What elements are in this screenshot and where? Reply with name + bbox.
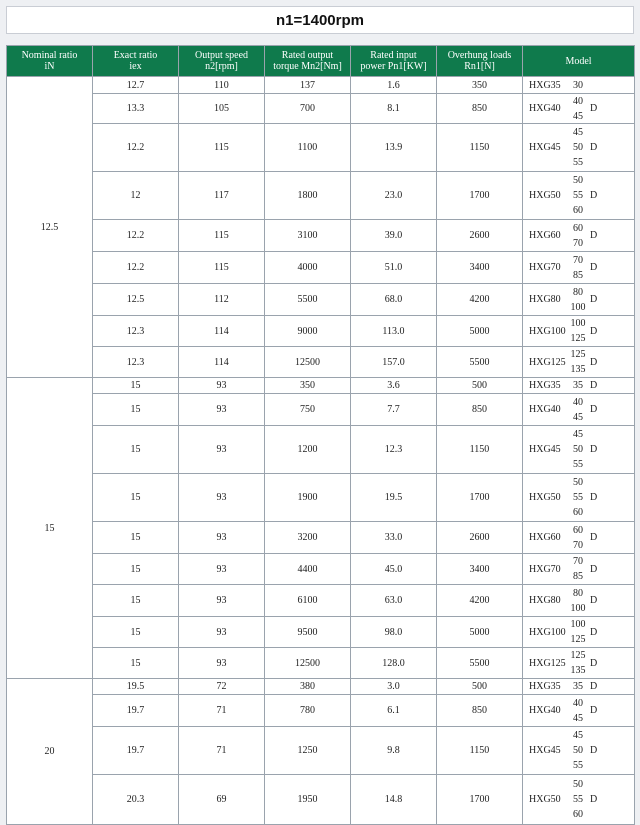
power-cell: 19.5 [351,474,437,522]
model-name: HXG50 [529,794,561,805]
speed-cell: 117 [179,172,265,220]
model-size: 100 [570,301,586,313]
torque-cell: 780 [265,695,351,727]
overhung-cell: 350 [437,77,523,94]
model-name: HXG70 [529,262,561,273]
model-size: 85 [573,571,583,582]
torque-cell: 380 [265,679,351,695]
model-cell [523,554,635,585]
exact-cell: 15 [93,617,179,648]
model-size: 40 [573,396,583,408]
model-size: 70 [573,539,583,551]
power-cell: 68.0 [351,284,437,316]
power-cell: 23.0 [351,172,437,220]
model-size: 60 [573,205,583,216]
model-suffix: D [590,626,598,638]
model-sizes [566,679,590,694]
torque-cell: 1200 [265,426,351,474]
model-suffix: D [590,380,598,391]
torque-cell: 4000 [265,252,351,284]
model-sizes [566,475,590,520]
header-model: Model [523,46,635,77]
table-row [7,474,635,522]
power-cell: 7.7 [351,394,437,426]
power-cell: 3.6 [351,378,437,394]
power-cell: 63.0 [351,585,437,617]
model-size: 50 [573,779,583,790]
model-name: HXG50 [529,492,561,503]
overhung-cell: 1700 [437,775,523,825]
model-sizes [566,395,590,425]
model-size: 135 [570,665,586,676]
model-name: HXG35 [529,681,561,692]
model-sizes [566,316,590,346]
model-size: 60 [573,507,583,518]
model-size: 60 [573,524,583,536]
model-size: 125 [570,650,586,661]
model-size: 80 [573,587,583,599]
nominal-ratio-cell: 20 [7,679,93,825]
power-cell: 12.3 [351,426,437,474]
model-name: HXG100 [529,626,566,638]
model-name: HXG60 [529,230,561,241]
model-suffix: D [590,294,598,305]
model-name: HXG45 [529,142,561,153]
overhung-cell: 1150 [437,426,523,474]
table-row [7,284,635,316]
model-cell [523,220,635,252]
power-cell: 113.0 [351,316,437,347]
model-size: 45 [573,712,583,724]
power-cell: 51.0 [351,252,437,284]
table-row [7,775,635,825]
model-size: 60 [573,222,583,234]
model-size: 55 [573,760,583,771]
model-suffix: D [590,230,598,241]
power-cell: 98.0 [351,617,437,648]
model-size: 30 [573,79,583,91]
speed-cell: 114 [179,316,265,347]
model-size: 80 [573,286,583,298]
exact-cell: 12.2 [93,220,179,252]
speed-cell: 93 [179,474,265,522]
table-row [7,378,635,394]
model-sizes [566,617,590,647]
power-cell: 33.0 [351,522,437,554]
model-sizes [566,523,590,553]
speed-cell: 93 [179,378,265,394]
overhung-cell: 4200 [437,284,523,316]
table-row [7,394,635,426]
overhung-cell: 2600 [437,220,523,252]
table-row [7,220,635,252]
overhung-cell: 3400 [437,252,523,284]
model-size: 45 [573,411,583,423]
model-suffix: D [590,563,598,575]
model-suffix: D [590,492,598,503]
overhung-cell: 4200 [437,585,523,617]
model-cell [523,775,635,825]
model-size: 100 [570,619,586,630]
power-cell: 128.0 [351,648,437,679]
table-row [7,316,635,347]
overhung-cell: 850 [437,394,523,426]
speed-cell: 93 [179,394,265,426]
table-row [7,554,635,585]
page-title: n1=1400rpm [6,6,634,34]
model-size: 55 [573,794,583,805]
model-name: HXG125 [529,356,566,368]
torque-cell: 1250 [265,727,351,775]
overhung-cell: 5500 [437,648,523,679]
nominal-ratio-cell: 15 [7,378,93,679]
torque-cell: 12500 [265,347,351,378]
table-row [7,522,635,554]
power-cell: 3.0 [351,679,437,695]
speed-cell: 93 [179,648,265,679]
exact-cell: 19.7 [93,695,179,727]
model-size: 125 [570,634,586,645]
exact-cell: 20.3 [93,775,179,825]
model-size: 55 [573,190,583,201]
exact-cell: 15 [93,648,179,679]
model-size: 45 [573,127,583,138]
speed-cell: 114 [179,347,265,378]
overhung-cell: 850 [437,94,523,124]
model-cell [523,124,635,172]
model-name: HXG80 [529,294,561,305]
model-size: 50 [573,477,583,488]
power-cell: 39.0 [351,220,437,252]
model-cell [523,172,635,220]
model-suffix: D [590,794,598,805]
speed-cell: 93 [179,522,265,554]
table-row [7,94,635,124]
overhung-cell: 2600 [437,522,523,554]
model-name: HXG70 [529,563,561,575]
gearbox-spec-table [6,45,635,825]
speed-cell: 93 [179,617,265,648]
torque-cell: 1800 [265,172,351,220]
model-suffix: D [590,705,598,716]
model-size: 125 [570,349,586,360]
header-overhung-loads: Overhung loads Rn1[N] [437,46,523,77]
speed-cell: 115 [179,124,265,172]
table-row [7,585,635,617]
exact-cell: 12.3 [93,316,179,347]
model-suffix: D [590,532,598,543]
model-cell [523,648,635,679]
power-cell: 8.1 [351,94,437,124]
model-size: 35 [573,380,583,391]
torque-cell: 750 [265,394,351,426]
exact-cell: 15 [93,585,179,617]
overhung-cell: 5500 [437,347,523,378]
overhung-cell: 500 [437,378,523,394]
torque-cell: 4400 [265,554,351,585]
model-cell [523,77,635,94]
power-cell: 157.0 [351,347,437,378]
exact-cell: 12.7 [93,77,179,94]
overhung-cell: 1150 [437,727,523,775]
table-row [7,426,635,474]
model-size: 50 [573,745,583,756]
table-body [7,77,635,825]
model-size: 50 [573,142,583,153]
model-size: 35 [573,681,583,692]
table-row [7,347,635,378]
header-rated-power: Rated input power Pn1[KW] [351,46,437,77]
exact-cell: 12.2 [93,124,179,172]
speed-cell: 105 [179,94,265,124]
torque-cell: 9500 [265,617,351,648]
model-cell [523,695,635,727]
model-size: 70 [573,254,583,266]
model-size: 125 [570,333,586,344]
model-name: HXG125 [529,657,566,669]
model-size: 50 [573,175,583,186]
table-row [7,727,635,775]
model-name: HXG60 [529,532,561,543]
table-row [7,617,635,648]
model-cell [523,394,635,426]
exact-cell: 15 [93,554,179,585]
model-suffix: D [590,325,598,337]
model-suffix: D [590,444,598,455]
model-cell [523,679,635,695]
model-size: 70 [573,237,583,249]
model-name: HXG35 [529,79,561,91]
model-sizes [566,78,590,93]
model-size: 50 [573,444,583,455]
overhung-cell: 3400 [437,554,523,585]
model-name: HXG40 [529,705,561,716]
header-rated-torque: Rated output torque Mn2[Nm] [265,46,351,77]
exact-cell: 12.3 [93,347,179,378]
model-cell [523,474,635,522]
speed-cell: 72 [179,679,265,695]
overhung-cell: 5000 [437,617,523,648]
overhung-cell: 5000 [437,316,523,347]
model-cell [523,378,635,394]
model-name: HXG40 [529,404,561,415]
model-name: HXG50 [529,190,561,201]
torque-cell: 3200 [265,522,351,554]
exact-cell: 13.3 [93,94,179,124]
model-size: 135 [570,364,586,375]
model-size: 55 [573,492,583,503]
model-suffix: D [590,103,598,114]
speed-cell: 112 [179,284,265,316]
model-suffix: D [590,745,598,756]
table-row [7,648,635,679]
model-size: 85 [573,269,583,281]
power-cell: 1.6 [351,77,437,94]
table-row [7,695,635,727]
torque-cell: 1100 [265,124,351,172]
model-suffix: D [590,681,598,692]
model-size: 70 [573,556,583,567]
model-name: HXG45 [529,745,561,756]
power-cell: 6.1 [351,695,437,727]
table-row [7,124,635,172]
model-sizes [566,125,590,170]
model-sizes [566,728,590,773]
torque-cell: 1900 [265,474,351,522]
exact-cell: 15 [93,394,179,426]
model-sizes [566,221,590,251]
power-cell: 9.8 [351,727,437,775]
model-cell [523,252,635,284]
speed-cell: 115 [179,252,265,284]
model-name: HXG35 [529,380,561,391]
model-size: 55 [573,459,583,470]
model-size: 45 [573,429,583,440]
header-output-speed: Output speed n2[rpm] [179,46,265,77]
speed-cell: 69 [179,775,265,825]
model-cell [523,617,635,648]
model-size: 40 [573,95,583,107]
header-exact-ratio: Exact ratio iex [93,46,179,77]
model-sizes [566,378,590,393]
model-suffix: D [590,142,598,153]
model-name: HXG45 [529,444,561,455]
model-cell [523,347,635,378]
torque-cell: 137 [265,77,351,94]
speed-cell: 93 [179,585,265,617]
model-name: HXG80 [529,595,561,606]
model-size: 40 [573,697,583,709]
model-cell [523,426,635,474]
overhung-cell: 500 [437,679,523,695]
model-size: 45 [573,110,583,122]
model-size: 60 [573,809,583,820]
model-cell [523,284,635,316]
power-cell: 45.0 [351,554,437,585]
torque-cell: 350 [265,378,351,394]
model-cell [523,727,635,775]
exact-cell: 15 [93,378,179,394]
model-sizes [566,696,590,726]
model-size: 55 [573,157,583,168]
speed-cell: 93 [179,554,265,585]
torque-cell: 3100 [265,220,351,252]
overhung-cell: 1700 [437,474,523,522]
table-row [7,172,635,220]
exact-cell: 15 [93,474,179,522]
table-row [7,252,635,284]
model-sizes [566,554,590,584]
model-size: 100 [570,318,586,329]
model-sizes [566,285,590,315]
model-sizes [566,427,590,472]
header-nominal-ratio: Nominal ratio iN [7,46,93,77]
model-sizes [566,777,590,822]
model-cell [523,316,635,347]
model-suffix: D [590,262,598,273]
overhung-cell: 1700 [437,172,523,220]
model-cell [523,585,635,617]
header-row [7,46,635,77]
torque-cell: 5500 [265,284,351,316]
model-size: 100 [570,602,586,614]
model-sizes [566,173,590,218]
model-cell [523,94,635,124]
model-suffix: D [590,190,598,201]
model-sizes [566,347,590,377]
torque-cell: 12500 [265,648,351,679]
speed-cell: 71 [179,727,265,775]
model-sizes [566,586,590,616]
model-suffix: D [590,356,598,368]
model-sizes [566,648,590,678]
speed-cell: 71 [179,695,265,727]
torque-cell: 1950 [265,775,351,825]
overhung-cell: 850 [437,695,523,727]
torque-cell: 700 [265,94,351,124]
model-suffix: D [590,404,598,415]
model-suffix: D [590,595,598,606]
speed-cell: 93 [179,426,265,474]
model-name: HXG40 [529,103,561,114]
power-cell: 13.9 [351,124,437,172]
speed-cell: 110 [179,77,265,94]
model-cell [523,522,635,554]
speed-cell: 115 [179,220,265,252]
exact-cell: 12 [93,172,179,220]
torque-cell: 9000 [265,316,351,347]
exact-cell: 15 [93,426,179,474]
exact-cell: 12.5 [93,284,179,316]
model-sizes [566,253,590,283]
exact-cell: 19.5 [93,679,179,695]
table-row [7,77,635,94]
nominal-ratio-cell: 12.5 [7,77,93,378]
table-row [7,679,635,695]
model-suffix: D [590,657,598,669]
exact-cell: 12.2 [93,252,179,284]
model-name: HXG100 [529,325,566,337]
model-size: 45 [573,730,583,741]
exact-cell: 15 [93,522,179,554]
overhung-cell: 1150 [437,124,523,172]
torque-cell: 6100 [265,585,351,617]
power-cell: 14.8 [351,775,437,825]
exact-cell: 19.7 [93,727,179,775]
model-sizes [566,94,590,124]
